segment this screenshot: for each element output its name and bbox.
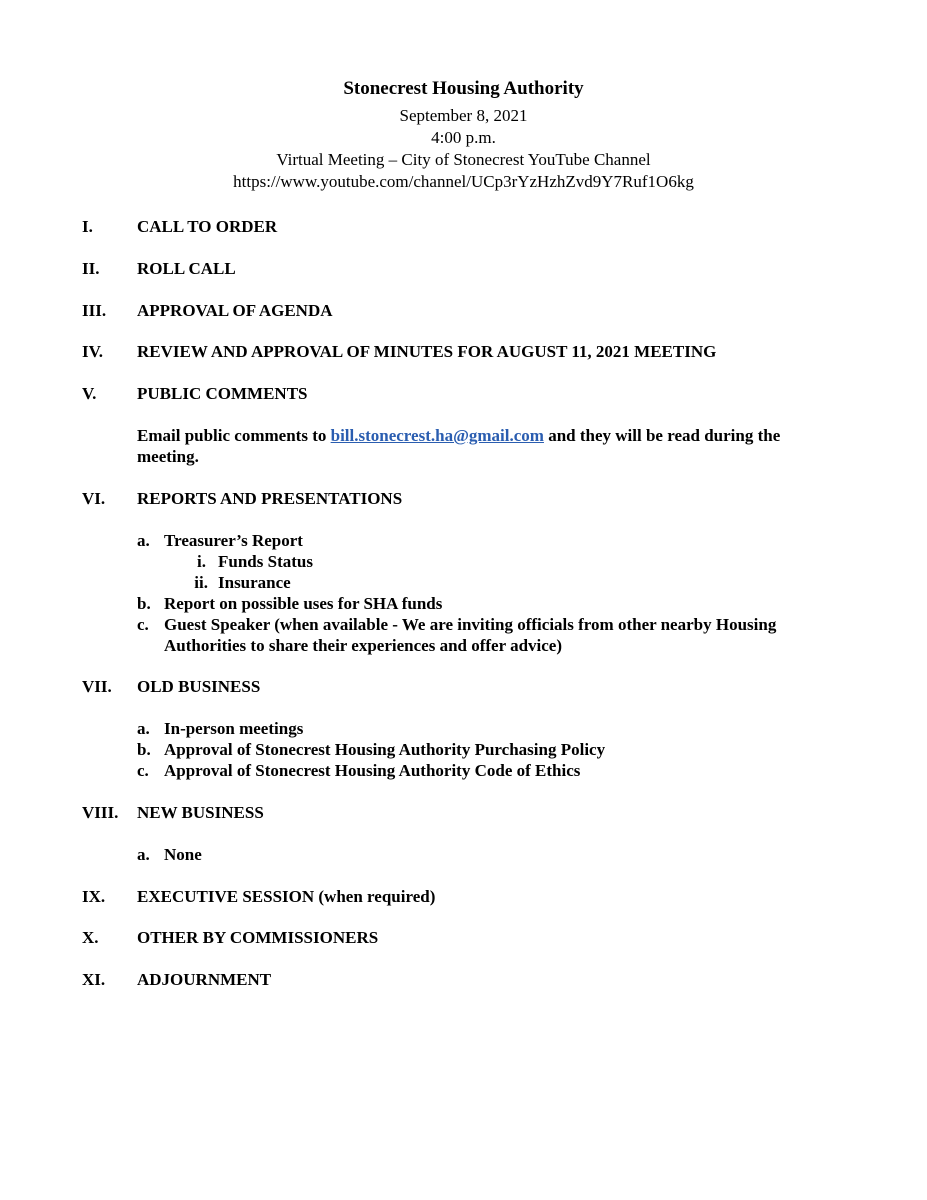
section-title: NEW BUSINESS xyxy=(137,803,264,822)
list-item-marker: a. xyxy=(137,531,150,550)
section-number: II. xyxy=(82,259,100,278)
list-item-marker: c. xyxy=(137,615,149,634)
list-item-marker: i. xyxy=(197,552,206,571)
list-item: Guest Speaker (when available - We are inviting officials from other nearby Housing Authorities to share their experiences and offer advice) xyxy=(164,615,777,655)
section-title: APPROVAL OF AGENDA xyxy=(137,301,333,320)
section-number: VI. xyxy=(82,489,106,508)
section-title: OTHER BY COMMISSIONERS xyxy=(137,928,379,947)
section-title: REVIEW AND APPROVAL OF MINUTES FOR AUGUST 11, 2021 MEETING xyxy=(137,342,717,361)
section-number: XI. xyxy=(82,970,106,989)
section-title: ROLL CALL xyxy=(137,259,236,278)
section-number: X. xyxy=(82,928,99,947)
list-item: Treasurer’s Report xyxy=(164,531,303,550)
list-item-marker: b. xyxy=(137,594,151,613)
list-item-marker: a. xyxy=(137,719,150,738)
list-item: None xyxy=(164,845,202,864)
section-title: PUBLIC COMMENTS xyxy=(137,384,308,403)
list-item-marker: ii. xyxy=(194,573,208,592)
public-comments-text: Email public comments to xyxy=(137,426,331,445)
section-number: VIII. xyxy=(82,803,119,822)
section-title: REPORTS AND PRESENTATIONS xyxy=(137,489,403,508)
list-item-marker: c. xyxy=(137,761,149,780)
section-title: CALL TO ORDER xyxy=(137,217,278,236)
section-number: I. xyxy=(82,217,93,236)
section-number: VII. xyxy=(82,677,112,696)
meeting-url: https://www.youtube.com/channel/UCp3rYzHzhZvd9Y7Ruf1O6kg xyxy=(233,172,694,191)
section-title: ADJOURNMENT xyxy=(137,970,272,989)
section-number: IV. xyxy=(82,342,103,361)
list-item: Funds Status xyxy=(218,552,313,571)
email-link[interactable]: bill.stonecrest.ha@gmail.com xyxy=(330,426,544,445)
public-comments-note xyxy=(137,425,837,467)
list-item: Insurance xyxy=(218,573,291,592)
meeting-date: September 8, 2021 xyxy=(399,106,528,125)
list-item-marker: a. xyxy=(137,845,150,864)
section-title: EXECUTIVE SESSION (when required) xyxy=(137,887,436,906)
meeting-venue: Virtual Meeting – City of Stonecrest YouTube Channel xyxy=(276,150,651,169)
list-item: Approval of Stonecrest Housing Authority Purchasing Policy xyxy=(164,740,606,759)
document-title: Stonecrest Housing Authority xyxy=(343,78,584,99)
section-number: V. xyxy=(82,384,97,403)
list-item: In-person meetings xyxy=(164,719,304,738)
section-title: OLD BUSINESS xyxy=(137,677,261,696)
section-number: IX. xyxy=(82,887,106,906)
public-comments-text: and they will be read during the meeting. xyxy=(137,426,781,466)
list-item: Report on possible uses for SHA funds xyxy=(164,594,443,613)
section-number: III. xyxy=(82,301,107,320)
meeting-time: 4:00 p.m. xyxy=(431,128,496,147)
list-item: Approval of Stonecrest Housing Authority Code of Ethics xyxy=(164,761,581,780)
list-item-marker: b. xyxy=(137,740,151,759)
